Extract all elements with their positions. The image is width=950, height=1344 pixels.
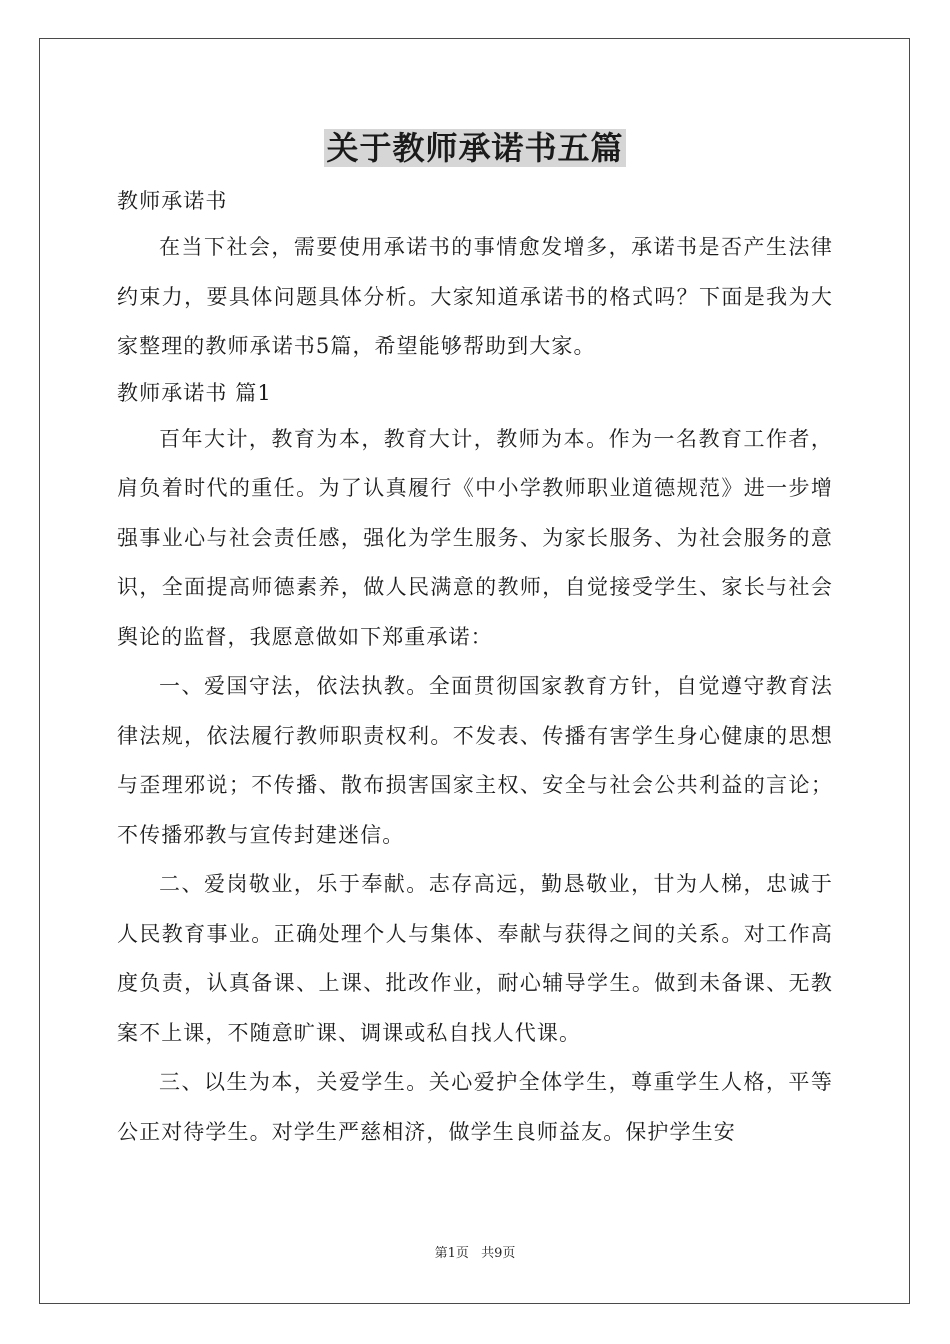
body-paragraph: 百年大计，教育为本，教育大计，教师为本。作为一名教育工作者，肩负着时代的重任。为了认真履行《中小学教师职业道德规范》进一步增强事业心与社会责任感，强化为学生服务、为家长服务、为社会服务的意识，全面提高师德素养，做人民满意的教师，自觉接受学生、家长与社会舆论的监督，我愿意做如下郑重承诺： [117,426,833,649]
intro-paragraph: 在当下社会，需要使用承诺书的事情愈发增多，承诺书是否产生法律约束力，要具体问题具体分析。大家知道承诺书的格式吗？下面是我为大家整理的教师承诺书5篇，希望能够帮助到大家。 [117,235,833,358]
body-paragraph: 一、爱国守法，依法执教。全面贯彻国家教育方针，自觉遵守教育法律法规，依法履行教师职责权利。不发表、传播有害学生身心健康的思想与歪理邪说；不传播、散布损害国家主权、安全与社会公共利益的言论；不传播邪教与宣传封建迷信。 [117,674,833,847]
page-number: 第1页 [434,1246,469,1261]
section-heading: 教师承诺书 篇1 [117,380,272,405]
page-footer [0,1245,950,1263]
document-title: 关于教师承诺书五篇 [326,129,624,167]
document-body [117,180,833,1157]
document-title-block [0,126,950,170]
body-paragraph: 二、爱岗敬业，乐于奉献。志存高远，勤恳敬业，甘为人梯，忠诚于人民教育事业。正确处理个人与集体、奉献与获得之间的关系。对工作高度负责，认真备课、上课、批改作业，耐心辅导学生。做到未备课、无教案不上课，不随意旷课、调课或私自找人代课。 [117,872,833,1045]
body-paragraph: 三、以生为本，关爱学生。关心爱护全体学生，尊重学生人格，平等公正对待学生。对学生严慈相济，做学生良师益友。保护学生安 [117,1070,833,1144]
subtitle: 教师承诺书 [117,189,228,213]
page-total: 共9页 [481,1246,516,1261]
